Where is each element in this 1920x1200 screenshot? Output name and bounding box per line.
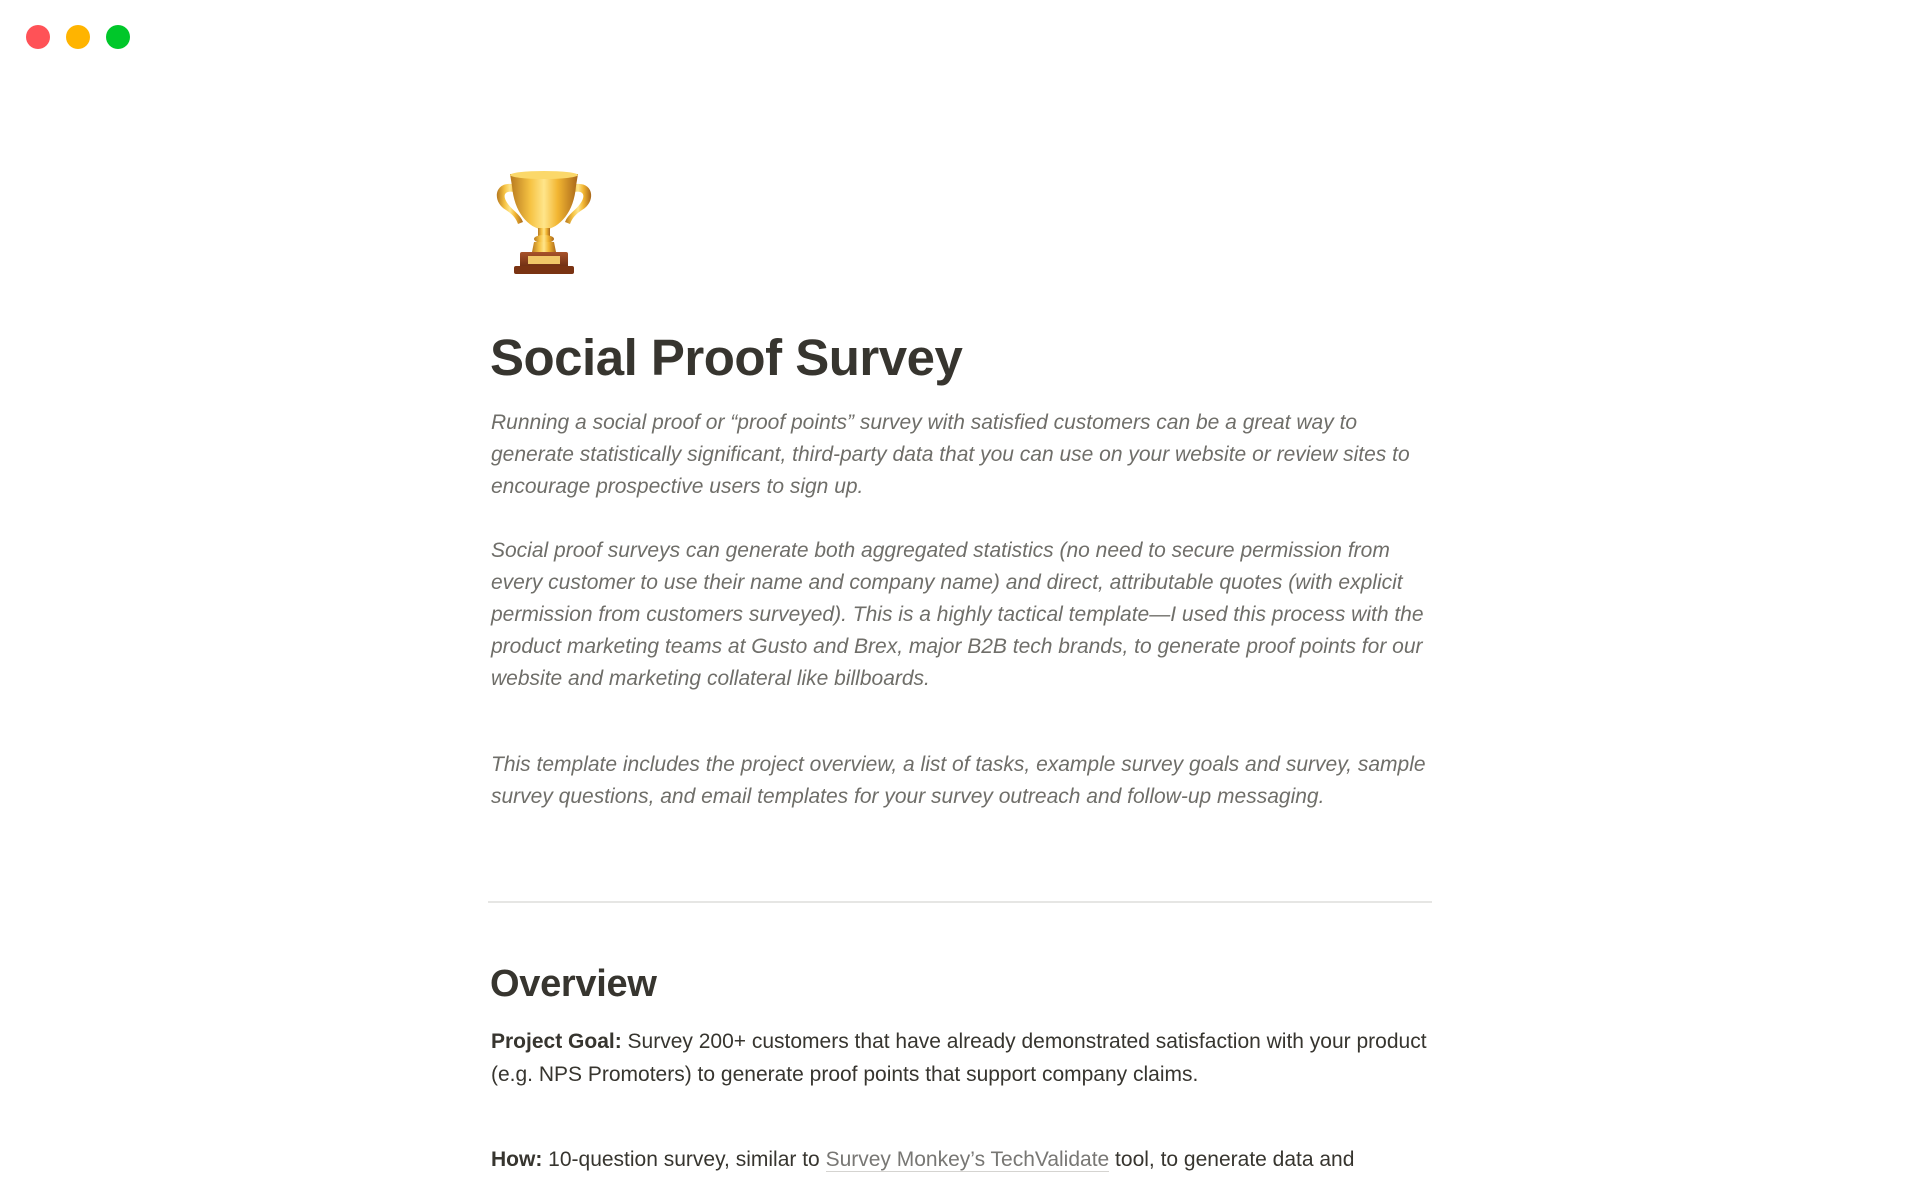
how-paragraph bbox=[491, 1143, 1435, 1176]
window-controls bbox=[26, 25, 130, 49]
divider bbox=[488, 901, 1432, 903]
techvalidate-link[interactable]: Survey Monkey’s TechValidate bbox=[825, 1148, 1110, 1171]
maximize-window-button[interactable] bbox=[106, 25, 130, 49]
how-text-after: tool, to generate data and bbox=[1109, 1148, 1355, 1171]
how-text-before: 10-question survey, similar to bbox=[542, 1148, 826, 1171]
project-goal-label: Project Goal: bbox=[491, 1030, 622, 1053]
project-goal-text: Survey 200+ customers that have already demonstrated satisfaction with your product (e.g. NPS Promoters) to generate proof points that support company claims. bbox=[491, 1030, 1427, 1086]
close-window-button[interactable] bbox=[26, 25, 50, 49]
intro-paragraph: This template includes the project overview, a list of tasks, example survey goals and survey, sample survey questions, and email templates for your survey outreach and follow-up messaging. bbox=[491, 753, 1426, 808]
trophy-icon[interactable] bbox=[490, 166, 598, 276]
intro-paragraph: Running a social proof or “proof points” survey with satisfied customers can be a great way to generate statistically significant, third-party data that you can use on your website or review sites to encourage prospective users to sign up. bbox=[491, 411, 1410, 498]
intro-paragraph: Social proof surveys can generate both aggregated statistics (no need to secure permission from every customer to use their name and company name) and direct, attributable quotes (with explicit permission from customers surveyed). This is a highly tactical template—I used this process with the product marketing teams at Gusto and Brex, major B2B tech brands, to generate proof points for our website and marketing collateral like billboards. bbox=[491, 539, 1424, 690]
minimize-window-button[interactable] bbox=[66, 25, 90, 49]
how-label: How: bbox=[491, 1148, 543, 1171]
page-title[interactable]: Social Proof Survey bbox=[490, 329, 963, 386]
overview-heading: Overview bbox=[490, 963, 657, 1005]
project-goal-paragraph bbox=[491, 1025, 1435, 1091]
